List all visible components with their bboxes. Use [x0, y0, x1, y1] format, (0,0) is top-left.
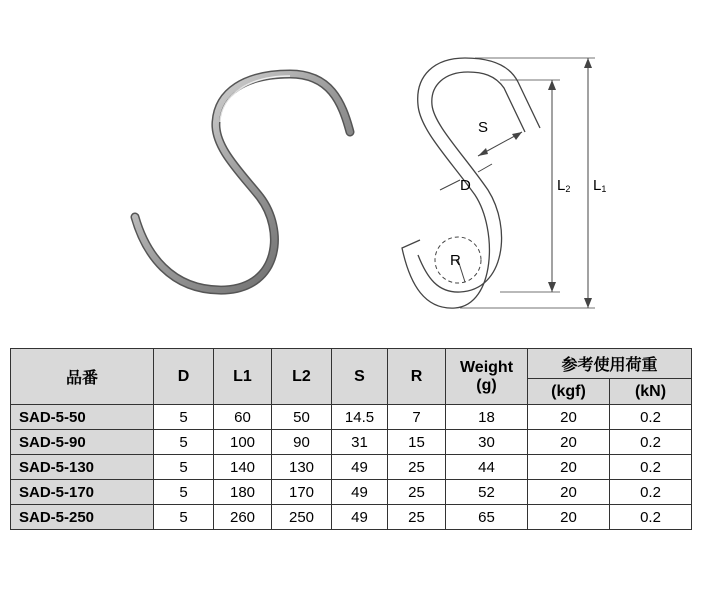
header-r: R: [388, 349, 446, 405]
cell-d: 5: [154, 405, 214, 430]
cell-s: 49: [332, 480, 388, 505]
cell-code: SAD-5-90: [11, 430, 154, 455]
hook-outline-inner: [418, 72, 525, 292]
cell-l2: 50: [272, 405, 332, 430]
cell-r: 7: [388, 405, 446, 430]
cell-s: 49: [332, 505, 388, 530]
cell-weight: 52: [446, 480, 528, 505]
cell-s: 31: [332, 430, 388, 455]
cell-l1: 140: [214, 455, 272, 480]
cell-kgf: 20: [528, 430, 610, 455]
cell-d: 5: [154, 505, 214, 530]
cell-kn: 0.2: [610, 405, 692, 430]
hook-outline-outer: [402, 58, 540, 308]
cell-d: 5: [154, 455, 214, 480]
header-load: 参考使用荷重: [528, 349, 692, 379]
header-l2: L2: [272, 349, 332, 405]
table-row: [11, 430, 692, 455]
header-code: 品番: [11, 349, 154, 405]
cell-d: 5: [154, 430, 214, 455]
label-r: R: [450, 252, 461, 269]
header-s: S: [332, 349, 388, 405]
cell-l1: 260: [214, 505, 272, 530]
cell-weight: 30: [446, 430, 528, 455]
cell-s: 49: [332, 455, 388, 480]
table-row: [11, 405, 692, 430]
cell-l2: 90: [272, 430, 332, 455]
cell-kgf: 20: [528, 505, 610, 530]
cell-r: 25: [388, 455, 446, 480]
label-l2: L2: [557, 177, 571, 194]
cell-l2: 130: [272, 455, 332, 480]
cell-l1: 100: [214, 430, 272, 455]
cell-kgf: 20: [528, 480, 610, 505]
header-weight: Weight (g): [446, 349, 528, 405]
cell-kn: 0.2: [610, 505, 692, 530]
cell-l2: 250: [272, 505, 332, 530]
cell-code: SAD-5-170: [11, 480, 154, 505]
cell-code: SAD-5-250: [11, 505, 154, 530]
cell-weight: 18: [446, 405, 528, 430]
cell-kgf: 20: [528, 455, 610, 480]
header-l1: L1: [214, 349, 272, 405]
cell-s: 14.5: [332, 405, 388, 430]
cell-l1: 60: [214, 405, 272, 430]
s-hook-photo: [110, 52, 370, 302]
cell-r: 15: [388, 430, 446, 455]
dimension-diagram: [380, 50, 630, 315]
table-row: [11, 455, 692, 480]
cell-l1: 180: [214, 480, 272, 505]
spec-table: [10, 348, 692, 530]
cell-kgf: 20: [528, 405, 610, 430]
table-row: [11, 480, 692, 505]
cell-r: 25: [388, 480, 446, 505]
cell-weight: 44: [446, 455, 528, 480]
cell-kn: 0.2: [610, 455, 692, 480]
cell-code: SAD-5-130: [11, 455, 154, 480]
header-load-kgf: (kgf): [528, 379, 610, 405]
cell-code: SAD-5-50: [11, 405, 154, 430]
label-l1: L1: [593, 177, 607, 194]
cell-d: 5: [154, 480, 214, 505]
cell-kn: 0.2: [610, 430, 692, 455]
cell-r: 25: [388, 505, 446, 530]
cell-weight: 65: [446, 505, 528, 530]
cell-kn: 0.2: [610, 480, 692, 505]
cell-l2: 170: [272, 480, 332, 505]
header-load-kn: (kN): [610, 379, 692, 405]
label-s: S: [478, 119, 489, 136]
table-row: [11, 505, 692, 530]
label-d: D: [460, 177, 471, 194]
header-d: D: [154, 349, 214, 405]
